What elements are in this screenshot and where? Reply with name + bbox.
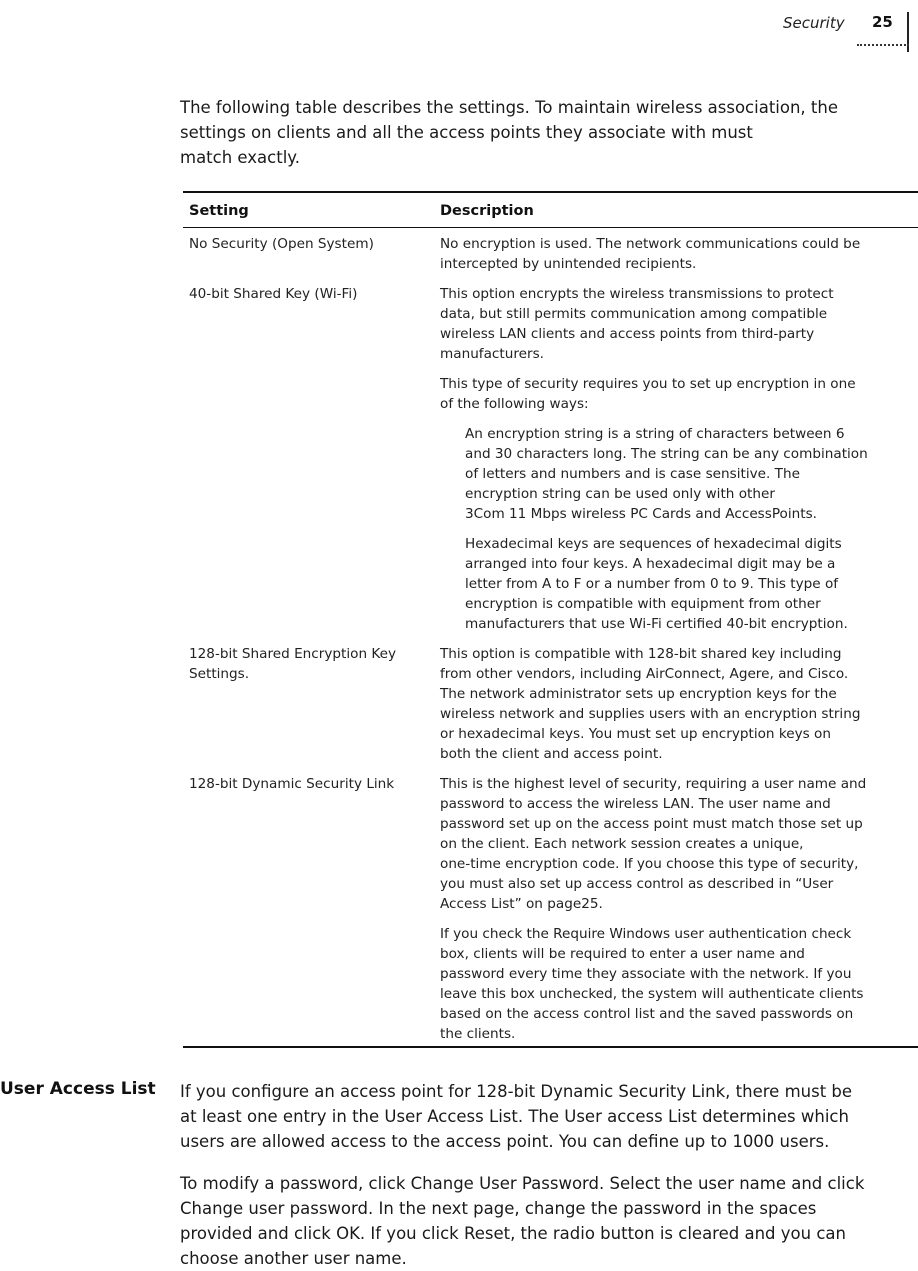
text-line: of the following ways: — [440, 396, 589, 412]
text-line: one-time encryption code. If you choose this type of security, — [440, 856, 859, 872]
column-header-setting: Setting — [189, 203, 249, 219]
text-line: encryption is compatible with equipment from other — [465, 596, 821, 612]
description-paragraph — [440, 644, 918, 764]
setting-name: 128-bit Dynamic Security Link — [189, 776, 395, 792]
text-line: manufacturers that use Wi-Fi certified 40-bit encryption. — [465, 616, 848, 632]
text-line: you must also set up access control as described in “User — [440, 876, 834, 892]
column-header-description: Description — [440, 203, 534, 219]
text-line: This type of security requires you to set up encryption in one — [440, 376, 856, 392]
text-line: wireless LAN clients and access points from third-party — [440, 326, 815, 342]
text-line: box, clients will be required to enter a user name and — [440, 946, 805, 962]
description-cell — [440, 284, 918, 634]
description-cell — [440, 774, 918, 1044]
setting-cell — [189, 234, 429, 254]
text-line: This option is compatible with 128-bit shared key including — [440, 646, 842, 662]
table-row — [183, 234, 918, 274]
text-line: password every time they associate with the network. If you — [440, 966, 852, 982]
setting-name: No Security (Open System) — [189, 236, 374, 252]
text-line: Change user password. In the next page, change the password in the spaces — [180, 1199, 817, 1218]
header-dotted-rule — [857, 44, 909, 46]
description-paragraph — [440, 374, 918, 414]
table-header-rule — [183, 227, 918, 228]
setting-cell — [189, 284, 429, 304]
description-cell — [440, 234, 918, 274]
table-row — [183, 774, 918, 1044]
text-line: password set up on the access point must match those set up — [440, 816, 863, 832]
page-number: 25 — [872, 13, 893, 31]
description-cell — [440, 644, 918, 764]
intro-line: The following table describes the settings. To maintain wireless association, the — [180, 98, 839, 117]
table-row — [183, 644, 918, 764]
text-line: and 30 characters long. The string can be any combination — [465, 446, 868, 462]
description-indented-paragraph — [440, 424, 918, 524]
text-line: from other vendors, including AirConnect, Agere, and Cisco. — [440, 666, 849, 682]
intro-line: match exactly. — [180, 148, 300, 167]
text-line: users are allowed access to the access point. You can define up to 1000 users. — [180, 1132, 830, 1151]
setting-name: 40-bit Shared Key (Wi-Fi) — [189, 286, 358, 302]
text-line: encryption string can be used only with other — [465, 486, 775, 502]
description-paragraph — [440, 924, 918, 1044]
text-line: on the client. Each network session creates a unique, — [440, 836, 804, 852]
text-line: data, but still permits communication among compatible — [440, 306, 828, 322]
text-line: leave this box unchecked, the system will authenticate clients — [440, 986, 864, 1002]
setting-cell — [189, 774, 429, 794]
text-line: The network administrator sets up encryption keys for the — [440, 686, 837, 702]
text-line: This is the highest level of security, requiring a user name and — [440, 776, 867, 792]
text-line: based on the access control list and the saved passwords on — [440, 1006, 854, 1022]
text-line: of letters and numbers and is case sensitive. The — [465, 466, 800, 482]
section-paragraph — [180, 1079, 915, 1154]
section-body — [180, 1079, 915, 1271]
text-line: intercepted by unintended recipients. — [440, 256, 697, 272]
running-head-section: Security — [783, 14, 845, 32]
text-line: If you configure an access point for 128-bit Dynamic Security Link, there must be — [180, 1082, 853, 1101]
text-line: the clients. — [440, 1026, 516, 1042]
text-line: This option encrypts the wireless transmissions to protect — [440, 286, 834, 302]
setting-cell — [189, 644, 429, 684]
text-line: manufacturers. — [440, 346, 544, 362]
text-line: or hexadecimal keys. You must set up encryption keys on — [440, 726, 831, 742]
text-line: To modify a password, click Change User Password. Select the user name and click — [180, 1174, 865, 1193]
description-paragraph — [440, 284, 918, 364]
text-line: Access List” on page25. — [440, 896, 603, 912]
setting-name: 128-bit Shared Encryption Key — [189, 646, 397, 662]
running-header — [760, 12, 918, 60]
settings-table — [183, 191, 918, 1044]
description-paragraph — [440, 774, 918, 914]
text-line: An encryption string is a string of characters between 6 — [465, 426, 845, 442]
text-line: Hexadecimal keys are sequences of hexadecimal digits — [465, 536, 842, 552]
text-line: If you check the Require Windows user authentication check — [440, 926, 852, 942]
header-vertical-rule — [907, 12, 909, 52]
text-line: wireless network and supplies users with an encryption string — [440, 706, 861, 722]
description-paragraph — [440, 234, 918, 274]
text-line: letter from A to F or a number from 0 to 9. This type of — [465, 576, 839, 592]
table-header-row — [183, 193, 918, 227]
section-paragraph — [180, 1171, 915, 1271]
section-heading: User Access List — [0, 1079, 156, 1099]
text-line: password to access the wireless LAN. The user name and — [440, 796, 831, 812]
description-indented-paragraph — [440, 534, 918, 634]
table-row — [183, 284, 918, 634]
intro-paragraph — [180, 95, 900, 170]
text-line: No encryption is used. The network communications could be — [440, 236, 861, 252]
intro-line: settings on clients and all the access points they associate with must — [180, 123, 753, 142]
text-line: 3Com 11 Mbps wireless PC Cards and AccessPoints. — [465, 506, 818, 522]
table-bottom-rule — [183, 1046, 918, 1048]
text-line: both the client and access point. — [440, 746, 663, 762]
text-line: provided and click OK. If you click Reset, the radio button is cleared and you can — [180, 1224, 846, 1243]
text-line: at least one entry in the User Access List. The User access List determines which — [180, 1107, 849, 1126]
text-line: choose another user name. — [180, 1249, 407, 1268]
setting-name: Settings. — [189, 666, 250, 682]
text-line: arranged into four keys. A hexadecimal digit may be a — [465, 556, 836, 572]
